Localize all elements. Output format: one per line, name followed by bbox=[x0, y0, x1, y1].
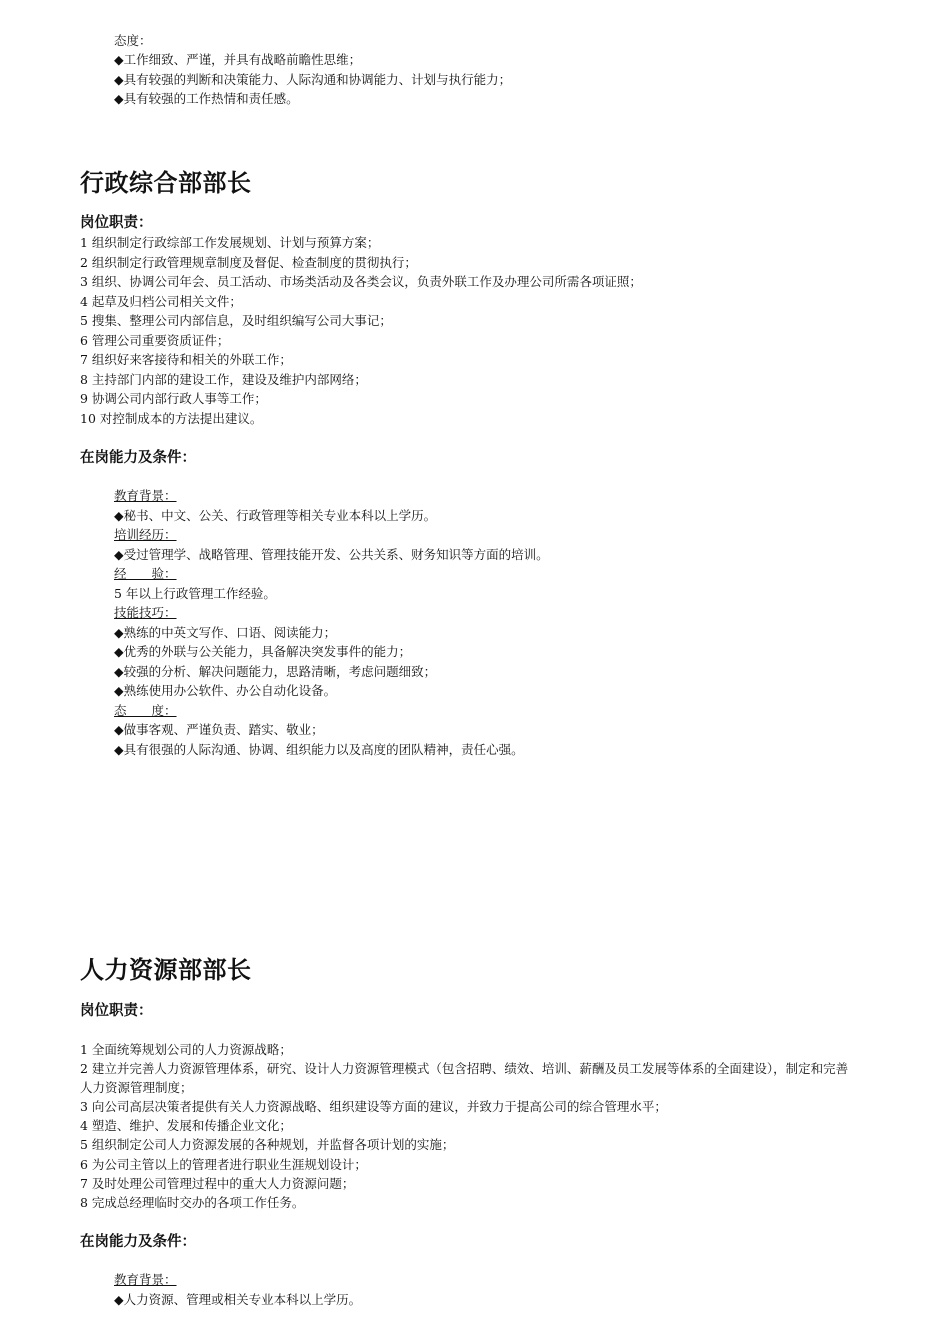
attitude-label: 态 度： bbox=[114, 703, 177, 718]
duty-item: 2 建立并完善人力资源管理体系，研究、设计人力资源管理模式（包含招聘、绩效、培训、薪酬及员工发展等体系的全面建设），制定和完善人力资源管理制度； bbox=[80, 1061, 849, 1095]
bullet-item: ◆工作细致、严谨，并具有战略前瞻性思维； bbox=[114, 52, 362, 67]
duty-item: 1 组织制定行政综部工作发展规划、计划与预算方案； bbox=[80, 235, 380, 250]
bullet-item: ◆具有较强的工作热情和责任感。 bbox=[114, 91, 299, 106]
training-label: 培训经历： bbox=[114, 527, 177, 542]
duty-item: 6 为公司主管以上的管理者进行职业生涯规划设计； bbox=[80, 1157, 367, 1172]
duty-item: 5 搜集、整理公司内部信息，及时组织编写公司大事记； bbox=[80, 313, 392, 328]
skill-item: ◆优秀的外联与公关能力，具备解决突发事件的能力； bbox=[114, 644, 412, 659]
duty-item: 1 全面统筹规划公司的人力资源战略； bbox=[80, 1042, 292, 1057]
duty-item: 7 及时处理公司管理过程中的重大人力资源问题； bbox=[80, 1176, 355, 1191]
training-item: ◆受过管理学、战略管理、管理技能开发、公共关系、财务知识等方面的培训。 bbox=[114, 547, 549, 562]
experience-item: 5 年以上行政管理工作经验。 bbox=[114, 586, 276, 601]
duty-item: 6 管理公司重要资质证件； bbox=[80, 333, 230, 348]
bullet-item: ◆具有较强的判断和决策能力、人际沟通和协调能力、计划与执行能力； bbox=[114, 72, 512, 87]
duties-heading: 岗位职责： bbox=[80, 215, 153, 231]
skill-item: ◆熟练使用办公软件、办公自动化设备。 bbox=[114, 683, 337, 698]
section-title-hr: 人力资源部部长 bbox=[80, 956, 252, 984]
education-item: ◆人力资源、管理或相关专业本科以上学历。 bbox=[114, 1292, 362, 1307]
skill-item: ◆熟练的中英文写作、口语、阅读能力； bbox=[114, 625, 337, 640]
duty-item: 3 组织、协调公司年会、员工活动、市场类活动及各类会议，负责外联工作及办理公司所需各项证照； bbox=[80, 274, 642, 289]
attitude-item: ◆具有很强的人际沟通、协调、组织能力以及高度的团队精神，责任心强。 bbox=[114, 742, 524, 757]
experience-label: 经 验： bbox=[114, 566, 177, 581]
duty-item: 3 向公司高层决策者提供有关人力资源战略、组织建设等方面的建议，并致力于提高公司的综合管理水平； bbox=[80, 1099, 667, 1114]
duty-item: 4 塑造、维护、发展和传播企业文化； bbox=[80, 1118, 292, 1133]
duty-item: 9 协调公司内部行政人事等工作； bbox=[80, 391, 267, 406]
attitude-label: 态度： bbox=[114, 33, 152, 48]
skills-label: 技能技巧： bbox=[114, 605, 177, 620]
duty-item: 4 起草及归档公司相关文件； bbox=[80, 294, 242, 309]
duty-item: 8 主持部门内部的建设工作，建设及维护内部网络； bbox=[80, 372, 367, 387]
duties-heading: 岗位职责： bbox=[80, 1003, 153, 1019]
education-item: ◆秘书、中文、公关、行政管理等相关专业本科以上学历。 bbox=[114, 508, 437, 523]
education-label: 教育背景： bbox=[114, 1272, 177, 1287]
requirements-heading: 在岗能力及条件： bbox=[80, 450, 196, 466]
education-label: 教育背景： bbox=[114, 488, 177, 503]
duty-item: 2 组织制定行政管理规章制度及督促、检查制度的贯彻执行； bbox=[80, 255, 417, 270]
duty-item: 10 对控制成本的方法提出建议。 bbox=[80, 411, 263, 426]
requirements-heading: 在岗能力及条件： bbox=[80, 1234, 196, 1250]
duty-item: 8 完成总经理临时交办的各项工作任务。 bbox=[80, 1195, 305, 1210]
duty-item: 7 组织好来客接待和相关的外联工作； bbox=[80, 352, 292, 367]
section-title-admin: 行政综合部部长 bbox=[80, 169, 252, 197]
attitude-item: ◆做事客观、严谨负责、踏实、敬业； bbox=[114, 722, 324, 737]
skill-item: ◆较强的分析、解决问题能力，思路清晰，考虑问题细致； bbox=[114, 664, 437, 679]
duty-item: 5 组织制定公司人力资源发展的各种规划，并监督各项计划的实施； bbox=[80, 1137, 455, 1152]
